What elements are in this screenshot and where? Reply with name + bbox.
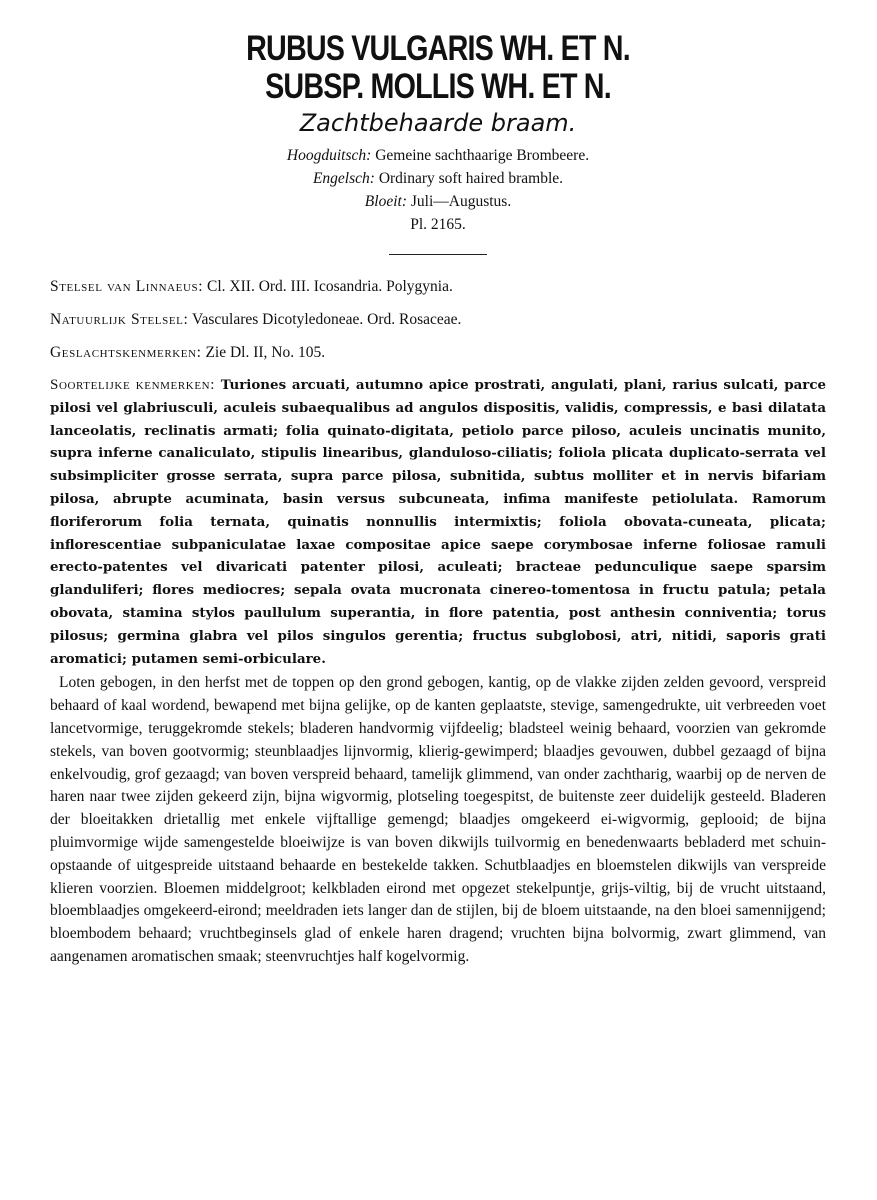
plate-number: Pl. 2165.	[410, 216, 466, 233]
title-line-2: SUBSP. MOLLIS WH. ET N.	[265, 67, 611, 106]
bloom-label: Bloeit:	[364, 193, 407, 210]
linnaeus-label: Stelsel van Linnaeus:	[50, 278, 204, 295]
divider-rule	[389, 254, 487, 255]
english-label: Engelsch:	[312, 170, 375, 187]
english-name-line	[50, 167, 826, 190]
genus-label: Geslachtskenmerken:	[50, 344, 202, 361]
german-name-line	[50, 144, 826, 167]
species-label: Soortelijke kenmerken:	[50, 377, 215, 393]
bloom-line	[50, 190, 826, 213]
subtitle: Zachtbehaarde braam.	[299, 109, 577, 137]
linnaeus-system	[50, 275, 826, 298]
latin-description	[50, 374, 826, 670]
genus-characteristics	[50, 341, 826, 364]
natural-system	[50, 308, 826, 331]
natural-label: Natuurlijk Stelsel:	[50, 311, 189, 328]
title-block	[50, 30, 826, 236]
english-value: Ordinary soft haired bramble.	[378, 170, 564, 187]
genus-value: Zie Dl. II, No. 105.	[205, 344, 326, 361]
natural-value: Vasculares Dicotyledoneae. Ord. Rosaceae.	[192, 311, 462, 328]
german-label: Hoogduitsch:	[286, 147, 372, 164]
german-value: Gemeine sachthaarige Brombeere.	[375, 147, 590, 164]
linnaeus-value: Cl. XII. Ord. III. Icosandria. Polygynia.	[207, 278, 453, 295]
bloom-value: Juli—Augustus.	[410, 193, 512, 210]
dutch-description: Loten gebogen, in den herfst met de toppen op den grond gebogen, kantig, op de vlakke zijden zelden gevoord, verspreid behaard of kaal wordend, bewapend met bijna gelijke, op de kanten geplaatste, stevige, samengedrukte, uit verbreeden voet lancetvormige, teruggekromde stekels; bladeren handvormig vijfdeelig; bladsteel weinig behaard, voorzien van gekromde stekels, van boven gootvormig; steunblaadjes lijnvormig, klierig-gewimperd; blaadjes gevouwen, dubbel gezaagd of bijna enkelvoudig, grof gezaagd; van boven verspreid behaard, tamelijk glimmend, van onder zachtharig, waarbij op de nerven de haren naar twee zijden gekeerd zijn, bijna wigvormig, plotseling toegespitst, de buitenste zeer duidelijk gesteeld. Bladeren der bloeitakken drietallig met enkele vijftallige gemengd; blaadjes omgekeerd ei-wigvormig, geplooid; de bijna pluimvormige wijde samengestelde bloeiwijze is van boven dikwijls tuilvormig en benedenwaarts bebladerd met schuin-opstaande of uitgespreide uitstaand behaarde en bestekelde takken. Schutblaadjes en bloemstelen dikwijls van verspreide klieren voorzien. Bloemen middelgroot; kelkbladen eirond met opgezet stekelpuntje, grijs-viltig, bij de vrucht uitstaand, bloemblaadjes omgekeerd-eirond; meeldraden iets langer dan de stijlen, bij de bloem uitstaande, na den bloei samennijgend; bloembodem behaard; vruchtbeginsels glad of enkele haren dragend; vruchten bijna bolvormig, zwart glimmend, van aangenamen aromatischen smaak; steenvruchtjes half kogelvormig.	[50, 674, 826, 965]
document-page	[50, 30, 826, 969]
title-line-1: RUBUS VULGARIS WH. ET N.	[246, 29, 630, 68]
latin-text: Turiones arcuati, autumno apice prostrati, angulati, plani, rarius sulcati, parce pilosi vel glabriusculi, aculeis subaequalibus ad angulos dispositis, validis, compressis, e basi dilatata lanceolatis, reclinatis armati; folia quinato-digitata, petiolo parce piloso, aculeis uncinatis munito, supra inferne canaliculato, stipulis linearibus, glanduloso-ciliatis; foliola plicata duplicato-serrata vel subsimpliciter grosse serrata, supra parce pilosa, subnitida, subtus molliter et in nervis bifariam pilosa, abrupte acuminata, basin versus subcuneata, infima manifeste petiolulata. Ramorum floriferorum folia ternata, quinatis nonnullis intermixtis; foliola obovata-cuneata, plicata; inflorescentiae subpaniculatae laxae compositae apice saepe corymbosae inferne foliosae ramuli erecto-patentes vel divaricati patenter pilosi, aculeati; bracteae pedunculique saepe sparsim glanduliferi; flores mediocres; sepala ovata mucronata cinereo-tomentosa in fructu patula; petala obovata, stamina stylos paullulum superantia, in flore patentia, post anthesin conniventia; torus pilosus; germina glabra vel pilos singulos gerentia; fructus subglobosi, atri, nitidi, saporis grati aromatici; putamen semi-orbiculare.	[50, 377, 826, 667]
